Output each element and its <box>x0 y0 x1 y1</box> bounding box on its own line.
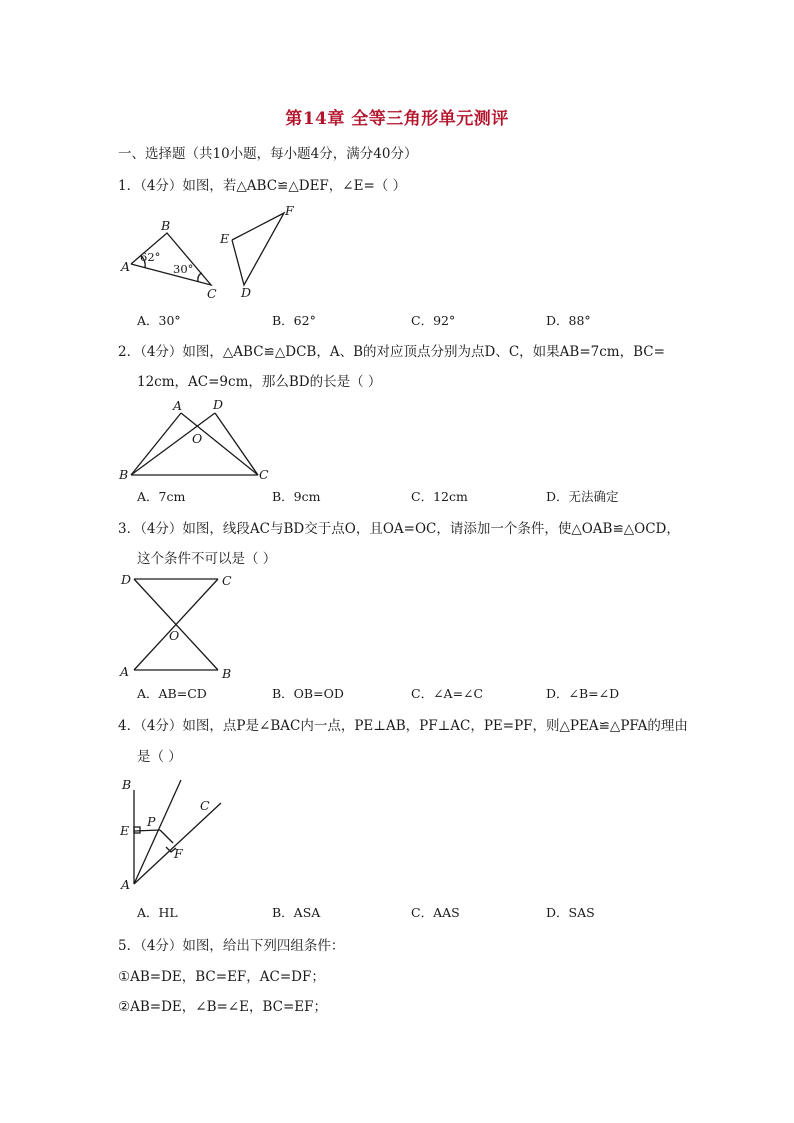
option-a: A．HL <box>137 905 178 920</box>
label: D <box>213 397 224 412</box>
section-heading: 一、选择题（共10小题，每小题4分，满分40分） <box>118 146 418 162</box>
option-c: C．12cm <box>411 489 468 504</box>
label: A <box>121 259 131 274</box>
question-5-condition-1: ①AB=DE，BC=EF，AC=DF； <box>118 969 325 985</box>
label: C <box>259 467 269 482</box>
question-2-stem-line-1: 2．（4分）如图，△ABC≌△DCB，A、B的对应顶点分别为点D、C，如果AB=7cm，BC= <box>118 344 665 360</box>
option-c: C．∠A=∠C <box>411 686 484 701</box>
option-b: B．OB=OD <box>272 686 344 701</box>
question-5-condition-2: ②AB=DE，∠B=∠E，BC=EF； <box>118 999 328 1015</box>
page-title: 第14章 全等三角形单元测评 <box>285 109 509 129</box>
option-c: C．AAS <box>411 905 460 920</box>
option-a: A．30° <box>137 313 181 328</box>
option-a: A．7cm <box>137 489 186 504</box>
question-3-stem-line-2: 这个条件不可以是（ ） <box>137 551 277 567</box>
label: B <box>161 218 171 233</box>
label: D <box>121 572 132 587</box>
label: A <box>173 398 183 413</box>
option-c: C．92° <box>411 313 456 328</box>
question-2-stem-line-2: 12cm，AC=9cm，那么BD的长是（ ） <box>137 374 382 390</box>
option-b: B．ASA <box>272 905 321 920</box>
question-5-stem-line-1: 5．（4分）如图，给出下列四组条件： <box>118 938 345 954</box>
label: D <box>241 285 252 300</box>
label: C <box>222 573 232 588</box>
label: A <box>120 664 130 679</box>
label: B <box>119 467 129 482</box>
option-a: A．AB=CD <box>137 686 207 701</box>
label: F <box>174 846 183 861</box>
angle-label: 62° <box>140 250 161 264</box>
question-3-stem-line-1: 3．（4分）如图，线段AC与BD交于点O，且OA=OC，请添加一个条件，使△OAB≌△OCD， <box>118 521 680 537</box>
question-1-stem: 1．（4分）如图，若△ABC≌△DEF，∠E=（ ） <box>118 178 407 194</box>
label: O <box>169 628 180 643</box>
label: C <box>207 286 217 301</box>
option-d: D．SAS <box>546 905 595 920</box>
option-d: D．无法确定 <box>546 489 619 504</box>
label: E <box>220 231 230 246</box>
question-4-stem-line-1: 4．（4分）如图，点P是∠BAC内一点，PE⊥AB，PF⊥AC，PE=PF，则△PEA≌△PFA的理由 <box>118 718 688 734</box>
option-b: B．9cm <box>272 489 321 504</box>
option-b: B．62° <box>272 313 316 328</box>
option-d: D．88° <box>546 313 591 328</box>
label: C <box>200 798 210 813</box>
label: B <box>222 666 232 681</box>
label: A <box>121 877 131 892</box>
label: E <box>120 823 130 838</box>
question-4-stem-line-2: 是（ ） <box>137 749 182 765</box>
option-d: D．∠B=∠D <box>546 686 620 701</box>
label: B <box>122 777 132 792</box>
label: O <box>192 431 203 446</box>
label: P <box>147 814 156 829</box>
angle-label: 30° <box>173 262 194 276</box>
label: F <box>285 203 294 218</box>
